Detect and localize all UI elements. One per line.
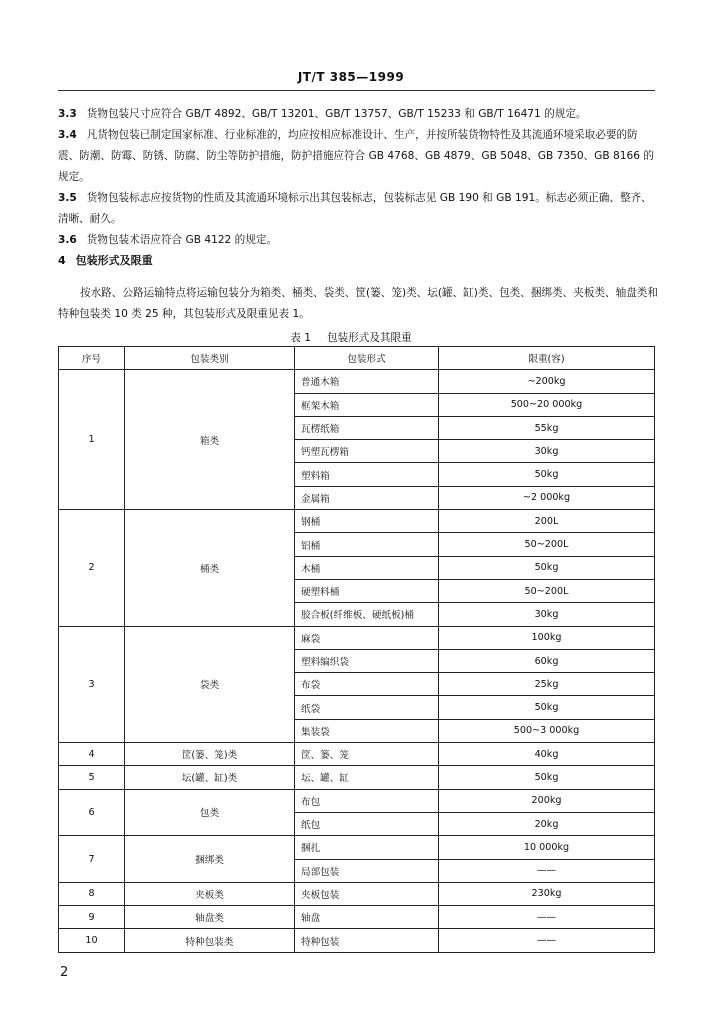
- cell-limit: 30kg: [439, 440, 655, 463]
- cell-form: 框架木箱: [295, 393, 439, 416]
- cell-no: 2: [59, 510, 125, 626]
- paragraph-3-3: [58, 104, 658, 125]
- table-row: [59, 929, 655, 952]
- header-limit: 限重(容): [439, 347, 655, 370]
- cell-limit: ——: [439, 906, 655, 929]
- cell-limit: 50kg: [439, 556, 655, 579]
- table-caption-title: 包装形式及其限重: [326, 332, 412, 344]
- table-row: [59, 766, 655, 789]
- cell-category: 桶类: [125, 510, 295, 626]
- cell-limit: 50~200L: [439, 533, 655, 556]
- cell-limit: 60kg: [439, 649, 655, 672]
- header-category: 包装类别: [125, 347, 295, 370]
- table-row: [59, 510, 655, 533]
- cell-form: 硬塑料桶: [295, 579, 439, 602]
- cell-form: 钙塑瓦楞箱: [295, 440, 439, 463]
- section-heading: [58, 252, 153, 268]
- paragraph-number: 3.4: [58, 129, 77, 141]
- table-caption: [0, 330, 702, 345]
- paragraph-text: 货物包装标志应按货物的性质及其流通环境标示出其包装标志，包装标志见 GB 190 和 GB 191。标志必须正确、整齐、清晰、耐久。: [58, 192, 652, 225]
- cell-category: 轴盘类: [125, 906, 295, 929]
- cell-category: 包类: [125, 789, 295, 836]
- table-header-row: [59, 347, 655, 370]
- table-body: [59, 370, 655, 952]
- section-title: 包装形式及限重: [75, 254, 153, 267]
- cell-form: 布袋: [295, 673, 439, 696]
- cell-limit: 100kg: [439, 626, 655, 649]
- cell-form: 纸袋: [295, 696, 439, 719]
- table-row: [59, 836, 655, 859]
- cell-no: 5: [59, 766, 125, 789]
- table-row: [59, 789, 655, 812]
- cell-limit: 40kg: [439, 743, 655, 766]
- cell-category: 筐(篓、笼)类: [125, 743, 295, 766]
- paragraph-text: 货物包装术语应符合 GB 4122 的规定。: [86, 234, 278, 246]
- cell-limit: 500~20 000kg: [439, 393, 655, 416]
- cell-category: 坛(罐、缸)类: [125, 766, 295, 789]
- table-row: [59, 626, 655, 649]
- cell-no: 9: [59, 906, 125, 929]
- cell-form: 木桶: [295, 556, 439, 579]
- paragraph-number: 3.6: [58, 234, 77, 246]
- cell-form: 特种包装: [295, 929, 439, 952]
- cell-form: 局部包装: [295, 859, 439, 882]
- cell-form: 铝桶: [295, 533, 439, 556]
- cell-limit: ——: [439, 859, 655, 882]
- cell-limit: 20kg: [439, 812, 655, 835]
- cell-form: 胶合板(纤维板、硬纸板)桶: [295, 603, 439, 626]
- cell-limit: 10 000kg: [439, 836, 655, 859]
- cell-form: 夹板包装: [295, 882, 439, 905]
- table-row: [59, 370, 655, 393]
- table-row: [59, 743, 655, 766]
- section-number: 4: [58, 254, 66, 267]
- cell-limit: 50kg: [439, 696, 655, 719]
- cell-limit: 50kg: [439, 766, 655, 789]
- cell-no: 6: [59, 789, 125, 836]
- cell-form: 塑料箱: [295, 463, 439, 486]
- cell-limit: 50kg: [439, 463, 655, 486]
- cell-form: 普通木箱: [295, 370, 439, 393]
- header-form: 包装形式: [295, 347, 439, 370]
- cell-form: 纸包: [295, 812, 439, 835]
- cell-limit: ~200kg: [439, 370, 655, 393]
- page-number: 2: [60, 965, 69, 980]
- table-row: [59, 882, 655, 905]
- cell-limit: 230kg: [439, 882, 655, 905]
- cell-category: 袋类: [125, 626, 295, 742]
- header-no: 序号: [59, 347, 125, 370]
- section-intro: 按水路、公路运输特点将运输包装分为箱类、桶类、袋类、筐(篓、笼)类、坛(罐、缸)类、包类、捆绑类、夹板类、轴盘类和特种包装类 10 类 25 种，其包装形式及限重见表 1。: [58, 287, 658, 320]
- cell-form: 塑料编织袋: [295, 649, 439, 672]
- cell-form: 布包: [295, 789, 439, 812]
- cell-form: 瓦楞纸箱: [295, 416, 439, 439]
- cell-limit: ——: [439, 929, 655, 952]
- cell-category: 箱类: [125, 370, 295, 510]
- cell-category: 捆绑类: [125, 836, 295, 883]
- paragraph-text: 货物包装尺寸应符合 GB/T 4892、GB/T 13201、GB/T 13757、GB/T 15233 和 GB/T 16471 的规定。: [86, 108, 587, 120]
- cell-no: 7: [59, 836, 125, 883]
- page-header: JT/T 385—1999: [297, 70, 405, 84]
- cell-no: 4: [59, 743, 125, 766]
- paragraph-number: 3.5: [58, 192, 77, 204]
- cell-form: 金属箱: [295, 486, 439, 509]
- cell-no: 8: [59, 882, 125, 905]
- cell-category: 夹板类: [125, 882, 295, 905]
- paragraph-3-6: [58, 230, 658, 251]
- cell-limit: 200kg: [439, 789, 655, 812]
- cell-limit: 30kg: [439, 603, 655, 626]
- cell-limit: 200L: [439, 510, 655, 533]
- cell-no: 1: [59, 370, 125, 510]
- cell-limit: ~2 000kg: [439, 486, 655, 509]
- cell-form: 麻袋: [295, 626, 439, 649]
- table-row: [59, 906, 655, 929]
- paragraph-text: 凡货物包装已制定国家标准、行业标准的，均应按相应标准设计、生产，并按所装货物特性及其流通环境采取必要的防震、防潮、防霉、防锈、防腐、防尘等防护措施，防护措施应符合 GB 4768、GB 4879、GB 5048、GB 7350、GB 8166 的规定。: [58, 129, 654, 183]
- cell-form: 钢桶: [295, 510, 439, 533]
- cell-no: 3: [59, 626, 125, 742]
- cell-limit: 50~200L: [439, 579, 655, 602]
- cell-form: 坛、罐、缸: [295, 766, 439, 789]
- paragraph-3-4: [58, 125, 658, 188]
- cell-no: 10: [59, 929, 125, 952]
- header-rule: [58, 90, 655, 91]
- cell-limit: 500~3 000kg: [439, 719, 655, 742]
- cell-form: 轴盘: [295, 906, 439, 929]
- table-caption-label: 表 1: [290, 332, 311, 344]
- packaging-table: [58, 346, 655, 953]
- cell-limit: 25kg: [439, 673, 655, 696]
- cell-form: 捆扎: [295, 836, 439, 859]
- paragraph-3-5: [58, 188, 658, 230]
- cell-form: 集装袋: [295, 719, 439, 742]
- paragraph-number: 3.3: [58, 108, 77, 120]
- cell-category: 特种包装类: [125, 929, 295, 952]
- cell-form: 筐、篓、笼: [295, 743, 439, 766]
- cell-limit: 55kg: [439, 416, 655, 439]
